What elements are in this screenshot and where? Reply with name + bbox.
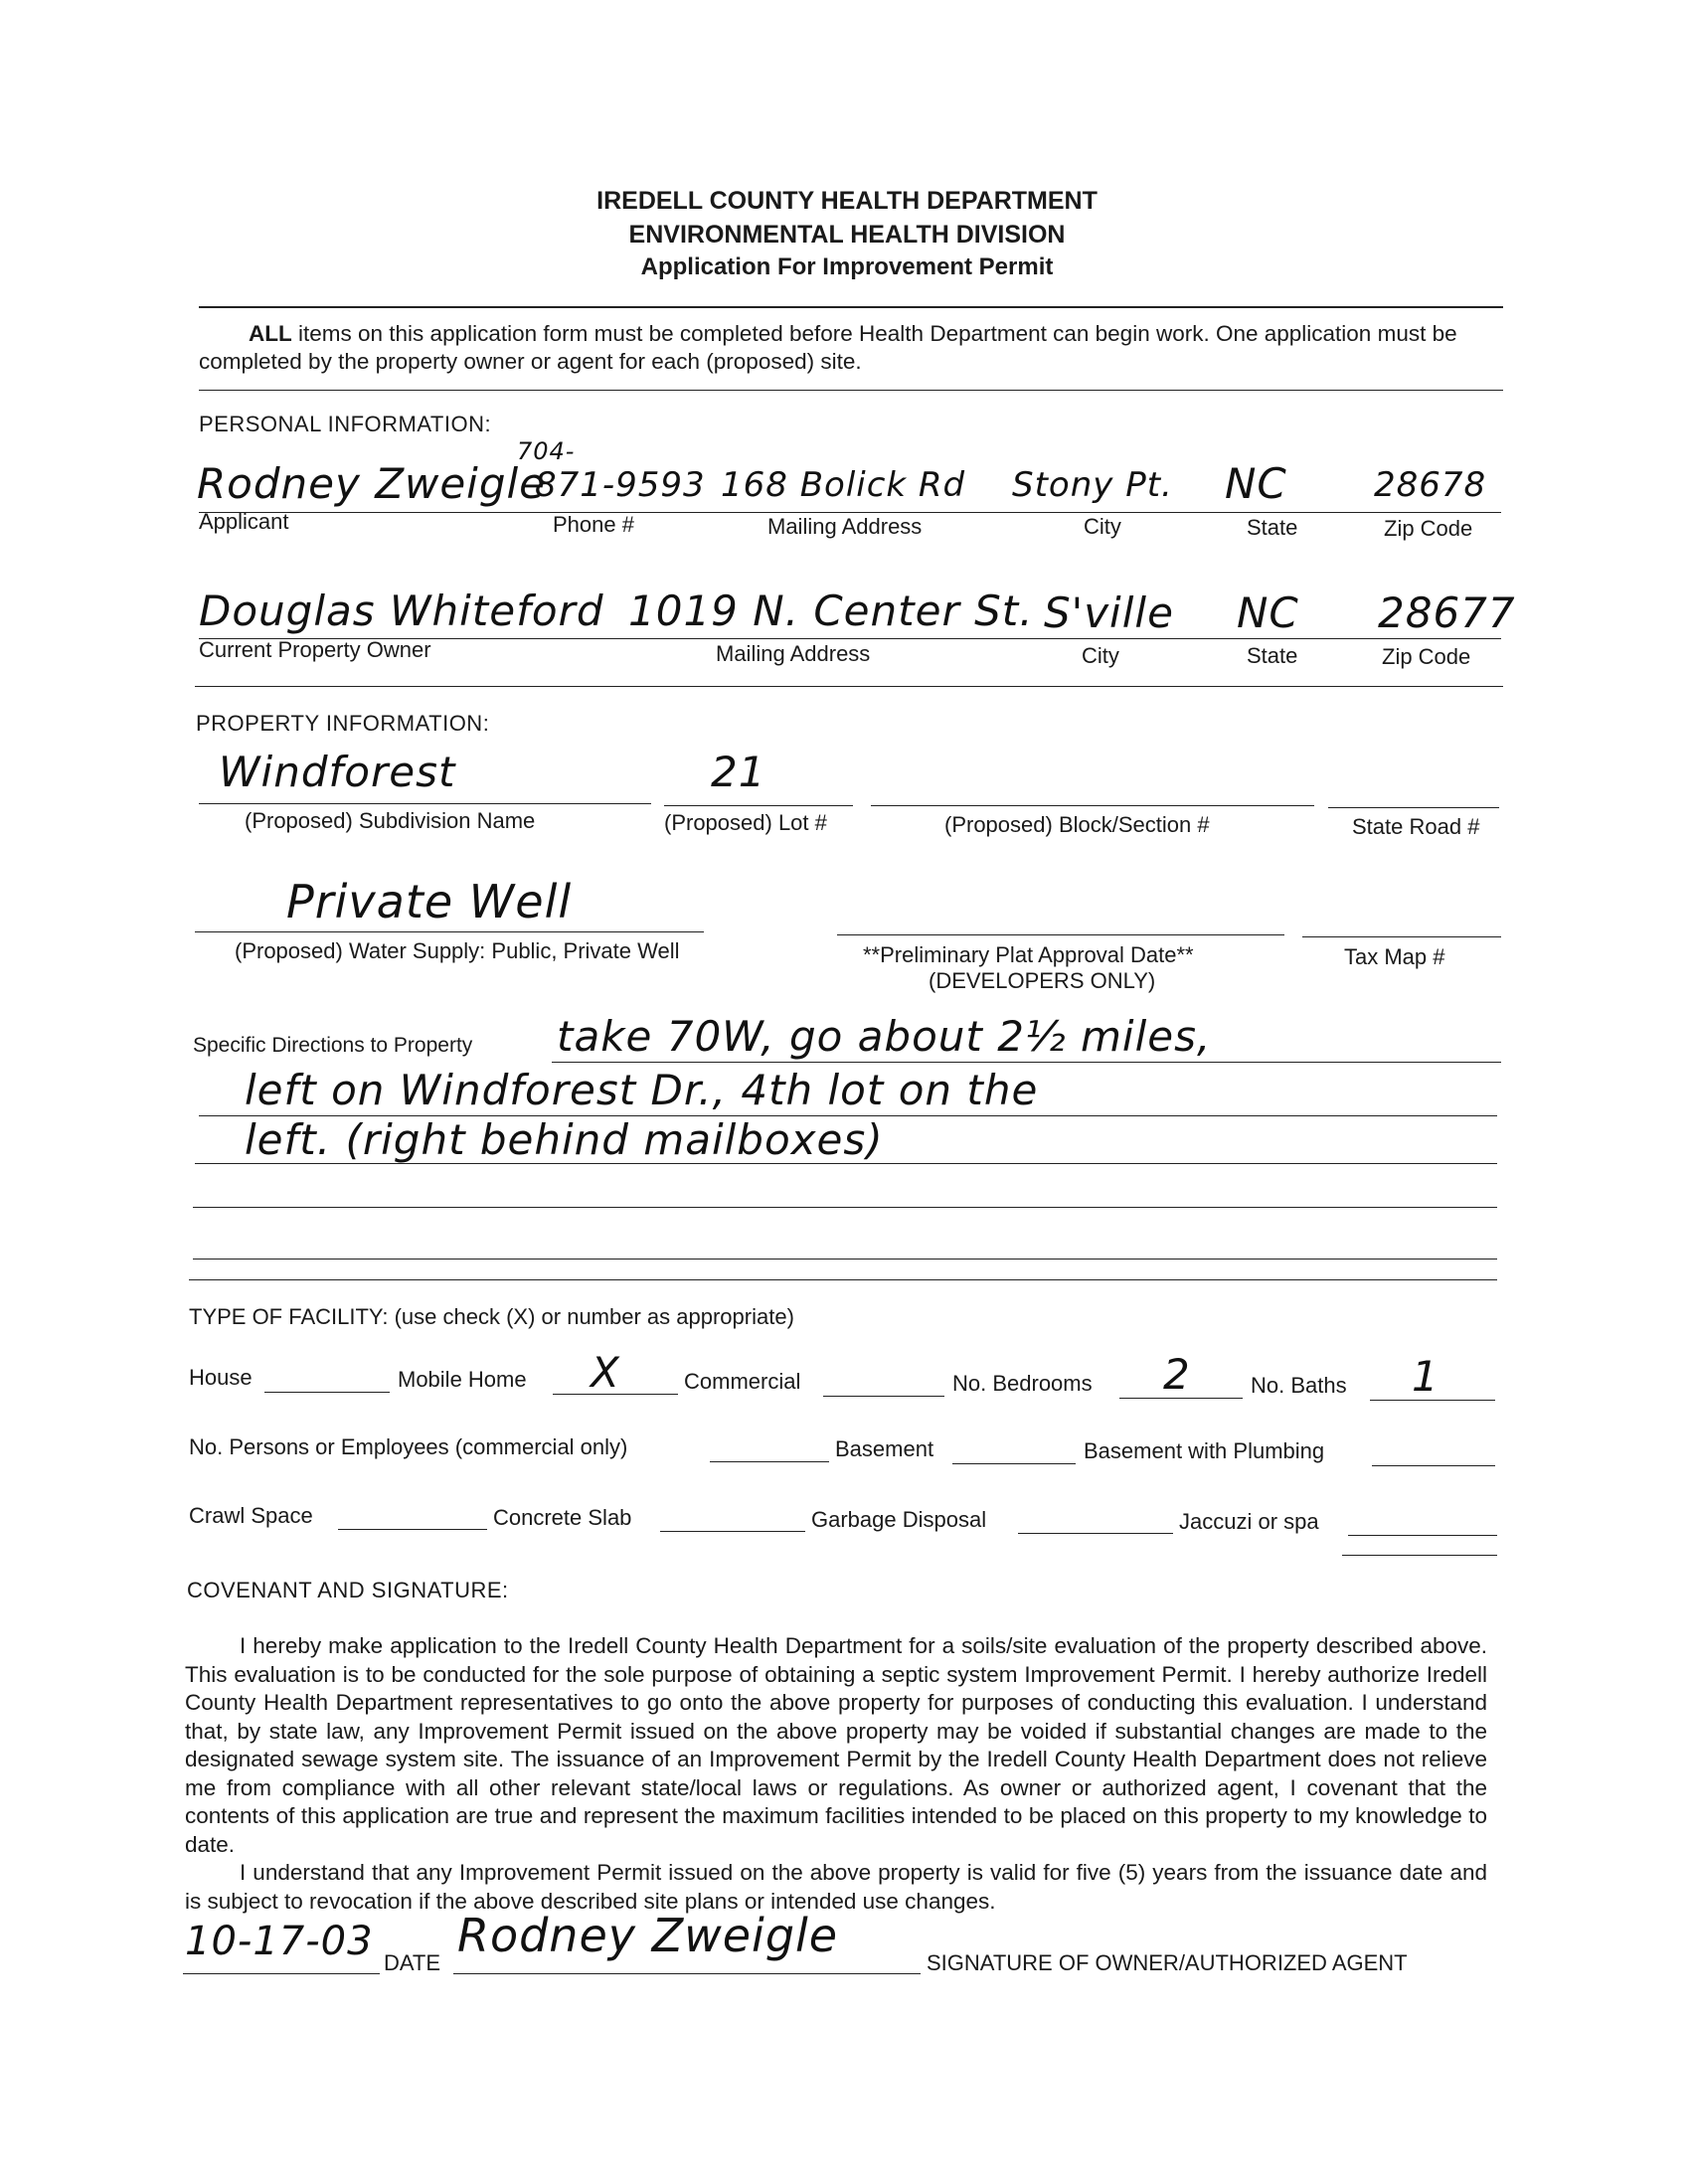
plat-label: **Preliminary Plat Approval Date**	[863, 942, 1194, 967]
subdivision-line	[199, 803, 651, 804]
mailing-address-value[interactable]: 168 Bolick Rd	[721, 465, 966, 505]
taxmap-label: Tax Map #	[1344, 944, 1445, 969]
baths-value[interactable]: 1	[1412, 1352, 1440, 1401]
directions-line3[interactable]: left. (right behind mailboxes)	[245, 1115, 884, 1164]
divider	[1342, 1555, 1497, 1556]
zip-value[interactable]: 28678	[1374, 465, 1487, 505]
water-supply-value[interactable]: Private Well	[286, 875, 573, 928]
owner-state-value[interactable]: NC	[1237, 588, 1299, 637]
date-value[interactable]: 10-17-03	[185, 1919, 374, 1964]
directions-rule4	[193, 1207, 1497, 1208]
house-field[interactable]	[264, 1392, 390, 1393]
phone-value[interactable]: 871-9593	[535, 465, 706, 505]
applicant-value[interactable]: Rodney Zweigle	[197, 459, 547, 508]
bedrooms-value[interactable]: 2	[1163, 1350, 1191, 1399]
mobile-home-field	[553, 1394, 678, 1395]
plat-line	[837, 934, 1284, 935]
plat-sublabel: (DEVELOPERS ONLY)	[929, 968, 1156, 993]
intro-bold: ALL	[249, 321, 292, 346]
basement-plumbing-field[interactable]	[1372, 1465, 1495, 1466]
owner-state-label: State	[1247, 643, 1298, 668]
subdivision-value[interactable]: Windforest	[219, 748, 456, 796]
basement-label: Basement	[835, 1436, 934, 1461]
intro-text	[199, 320, 1501, 376]
lot-label: (Proposed) Lot #	[664, 810, 827, 835]
mailing-label: Mailing Address	[767, 514, 923, 539]
commercial-label: Commercial	[684, 1369, 801, 1394]
directions-rule3	[195, 1163, 1497, 1164]
subdivision-label: (Proposed) Subdivision Name	[245, 808, 536, 833]
covenant-section-title: COVENANT AND SIGNATURE:	[187, 1578, 509, 1602]
covenant-paragraph-1: I hereby make application to the Iredell County Health Department for a soils/site evaluation of the property described above. This evaluation is to be conducted for the sole purpose of obtaining a septic system Improvement Permit. I hereby authorize Iredell County Health Department representatives to go onto the above property for purposes of conducting this evaluation. I understand that, by state law, any Improvement Permit issued on the above property may be voided if substantial changes are made to the designated sewage system site. The issuance of an Improvement Permit by the Iredell County Health Department does not relieve me from compliance with all other relevant state/local laws or regulations. As owner or authorized agent, I covenant that the contents of this application are true and represent the maximum facilities intended to be placed on this property to my knowledge to date.	[185, 1633, 1487, 1857]
baths-field	[1370, 1400, 1495, 1401]
owner-label: Current Property Owner	[199, 637, 431, 662]
garbage-disposal-label: Garbage Disposal	[811, 1507, 987, 1532]
signature-line	[453, 1973, 921, 1974]
intro-body: items on this application form must be completed before Health Department can begin work. One application must be completed by the property owner or agent for each (proposed) site.	[199, 321, 1457, 374]
lot-value[interactable]: 21	[711, 748, 766, 796]
persons-field[interactable]	[710, 1461, 829, 1462]
block-line	[871, 805, 1314, 806]
owner-value[interactable]: Douglas Whiteford	[199, 587, 604, 635]
bedrooms-label: No. Bedrooms	[952, 1371, 1093, 1396]
state-label: State	[1247, 515, 1298, 540]
baths-label: No. Baths	[1251, 1373, 1347, 1398]
directions-rule5	[193, 1259, 1497, 1260]
applicant-line	[199, 512, 1501, 513]
jacuzzi-label: Jaccuzi or spa	[1179, 1509, 1319, 1534]
covenant-paragraph-2: I understand that any Improvement Permit issued on the above property is valid for five (5) years from the issuance date and is subject to revocation if the above described site plans or intended use changes.	[185, 1860, 1487, 1914]
owner-mailing-value[interactable]: 1019 N. Center St.	[628, 587, 1034, 635]
concrete-slab-label: Concrete Slab	[493, 1505, 632, 1530]
covenant-text	[185, 1632, 1487, 1916]
basement-plumbing-label: Basement with Plumbing	[1084, 1438, 1325, 1463]
bedrooms-field	[1119, 1398, 1243, 1399]
lot-line	[664, 805, 853, 806]
owner-city-label: City	[1082, 643, 1119, 668]
owner-mailing-label: Mailing Address	[716, 641, 871, 666]
property-section-title: PROPERTY INFORMATION:	[196, 711, 490, 736]
water-line	[195, 931, 704, 932]
directions-label: Specific Directions to Property	[193, 1034, 473, 1057]
signature-label: SIGNATURE OF OWNER/AUTHORIZED AGENT	[927, 1950, 1408, 1975]
phone-label: Phone #	[553, 512, 634, 537]
facility-section-title: TYPE OF FACILITY: (use check (X) or number as appropriate)	[189, 1304, 794, 1329]
commercial-field[interactable]	[823, 1396, 944, 1397]
directions-rule1	[552, 1062, 1501, 1063]
personal-section-title: PERSONAL INFORMATION:	[199, 412, 492, 436]
house-label: House	[189, 1365, 253, 1390]
city-label: City	[1084, 514, 1121, 539]
taxmap-line	[1302, 936, 1501, 937]
road-label: State Road #	[1352, 814, 1480, 839]
mobile-home-check[interactable]: X	[591, 1348, 620, 1397]
crawl-space-label: Crawl Space	[189, 1503, 313, 1528]
owner-zip-value[interactable]: 28677	[1378, 588, 1516, 637]
applicant-label: Applicant	[199, 509, 289, 534]
road-line	[1328, 807, 1499, 808]
basement-field[interactable]	[952, 1463, 1076, 1464]
city-value[interactable]: Stony Pt.	[1012, 465, 1173, 505]
directions-rule6	[189, 1279, 1497, 1280]
jacuzzi-field[interactable]	[1348, 1535, 1497, 1536]
owner-city-value[interactable]: S'ville	[1044, 588, 1174, 637]
persons-label: No. Persons or Employees (commercial only)	[189, 1434, 628, 1459]
department-title: IREDELL COUNTY HEALTH DEPARTMENT	[596, 187, 1098, 215]
state-value[interactable]: NC	[1225, 459, 1287, 508]
zip-label: Zip Code	[1384, 516, 1473, 541]
concrete-slab-field[interactable]	[660, 1531, 805, 1532]
directions-line1[interactable]: take 70W, go about 2½ miles,	[557, 1012, 1212, 1061]
block-label: (Proposed) Block/Section #	[944, 812, 1210, 837]
directions-line2[interactable]: left on Windforest Dr., 4th lot on the	[245, 1066, 1039, 1114]
water-label: (Proposed) Water Supply: Public, Private Well	[235, 938, 680, 963]
mobile-home-label: Mobile Home	[398, 1367, 527, 1392]
garbage-disposal-field[interactable]	[1018, 1533, 1173, 1534]
date-label: DATE	[384, 1950, 441, 1975]
divider	[195, 686, 1503, 687]
owner-zip-label: Zip Code	[1382, 644, 1471, 669]
divider	[199, 306, 1503, 308]
signature-value[interactable]: Rodney Zweigle	[457, 1909, 839, 1962]
date-line	[183, 1973, 380, 1974]
form-title: Application For Improvement Permit	[640, 253, 1054, 280]
phone-area-value[interactable]: 704-	[517, 437, 576, 465]
division-title: ENVIRONMENTAL HEALTH DIVISION	[628, 221, 1066, 249]
divider	[199, 390, 1503, 391]
crawl-space-field[interactable]	[338, 1529, 487, 1530]
